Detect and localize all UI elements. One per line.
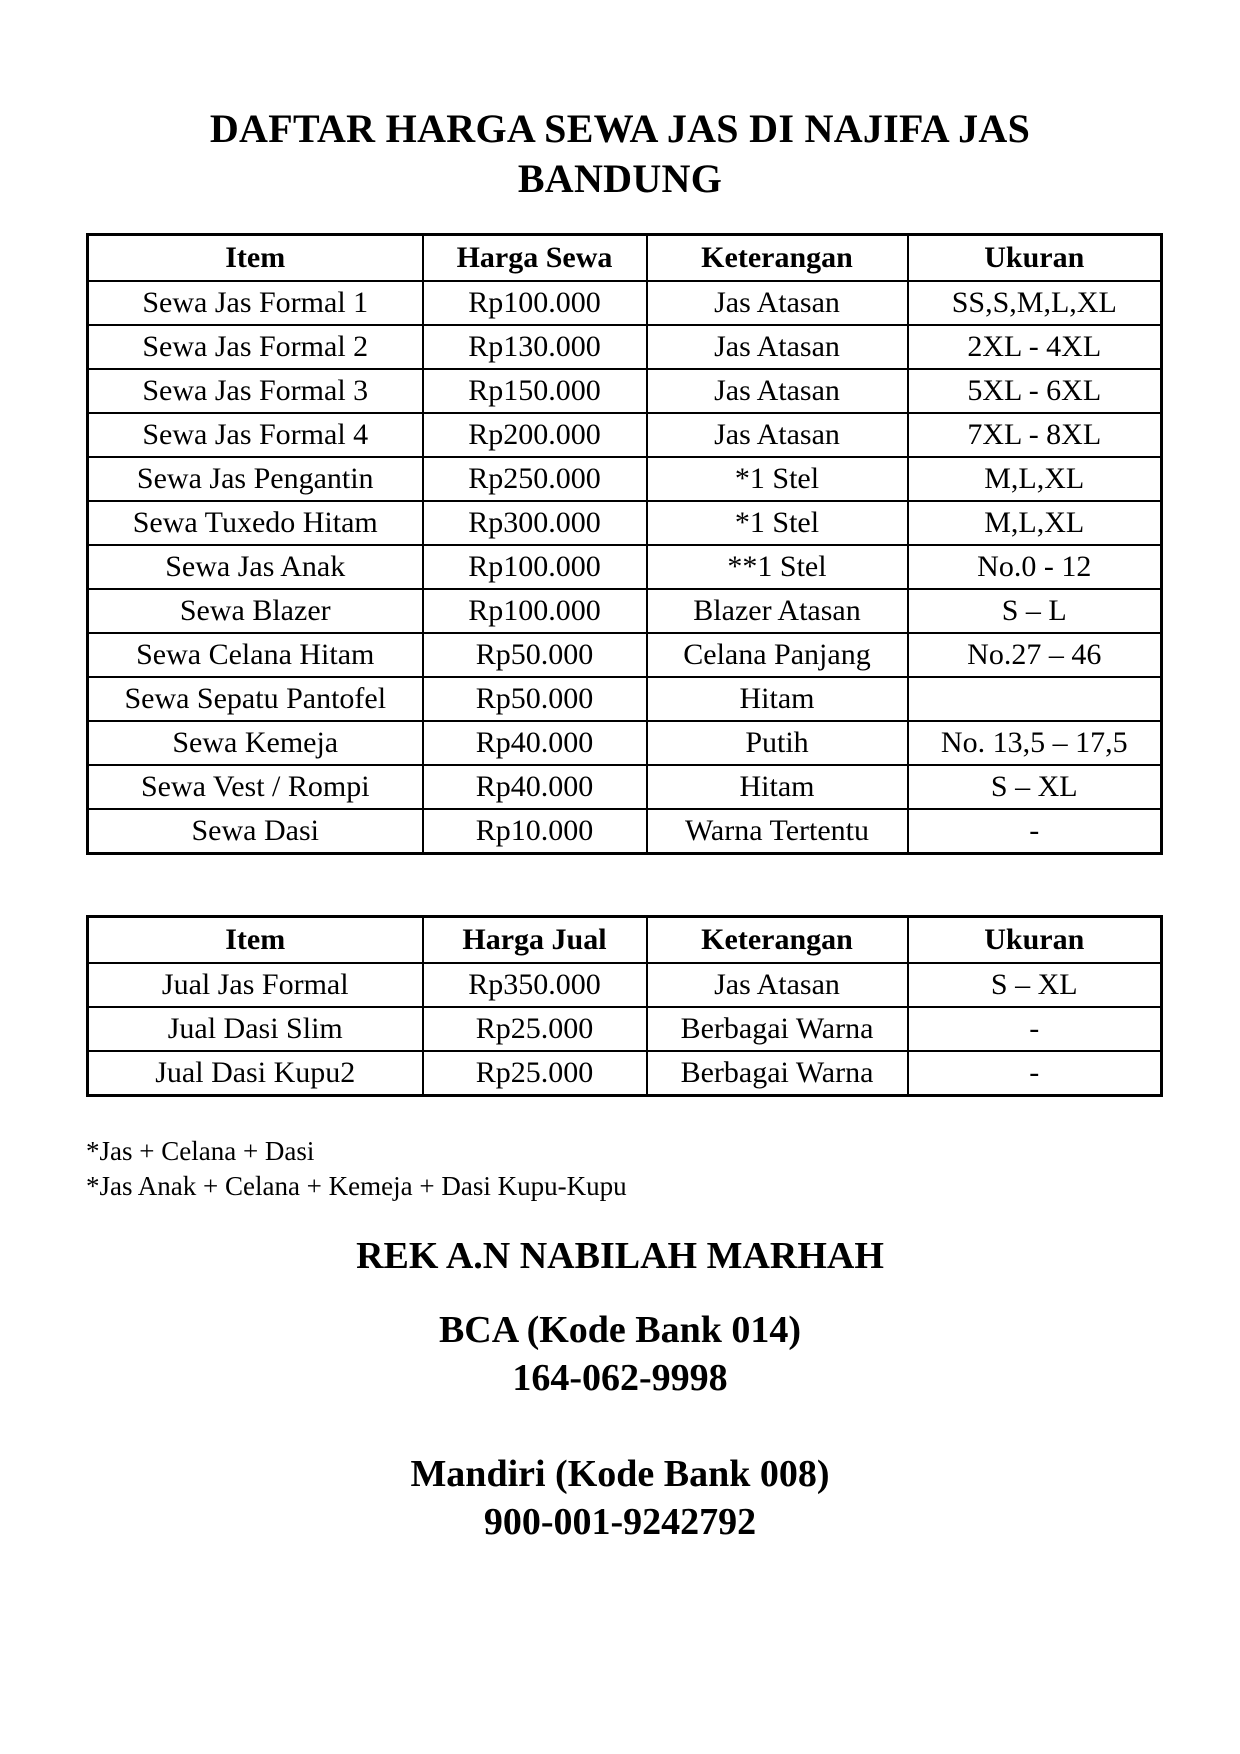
table-header-row [88, 917, 1162, 964]
cell-price: Rp350.000 [423, 963, 647, 1007]
table-row [88, 633, 1162, 677]
table-row [88, 809, 1162, 854]
cell-price: Rp100.000 [423, 281, 647, 325]
cell-description: Jas Atasan [647, 325, 908, 369]
table-header-row [88, 235, 1162, 282]
cell-description: Jas Atasan [647, 369, 908, 413]
mandiri-account [120, 1450, 1120, 1546]
cell-description: Hitam [647, 765, 908, 809]
header-description: Keterangan [647, 235, 908, 282]
cell-description: Jas Atasan [647, 963, 908, 1007]
cell-price: Rp25.000 [423, 1051, 647, 1096]
table-row [88, 963, 1162, 1007]
mandiri-bank-name: Mandiri (Kode Bank 008) [410, 1453, 830, 1495]
cell-size: - [908, 1007, 1162, 1051]
cell-size: - [908, 809, 1162, 854]
sale-price-table [86, 915, 1163, 1097]
cell-size: 2XL - 4XL [908, 325, 1162, 369]
cell-description: Jas Atasan [647, 413, 908, 457]
cell-item: Sewa Blazer [88, 589, 423, 633]
footnote-suit-set: *Jas + Celana + Dasi [86, 1136, 315, 1166]
cell-item: Jual Dasi Kupu2 [88, 1051, 423, 1096]
cell-size: 7XL - 8XL [908, 413, 1162, 457]
cell-size: 5XL - 6XL [908, 369, 1162, 413]
cell-size [908, 677, 1162, 721]
cell-size: M,L,XL [908, 501, 1162, 545]
cell-size: No. 13,5 – 17,5 [908, 721, 1162, 765]
cell-price: Rp40.000 [423, 765, 647, 809]
cell-item: Sewa Dasi [88, 809, 423, 854]
footnotes [86, 1134, 627, 1204]
cell-item: Jual Jas Formal [88, 963, 423, 1007]
cell-price: Rp40.000 [423, 721, 647, 765]
cell-item: Sewa Tuxedo Hitam [88, 501, 423, 545]
cell-description: Berbagai Warna [647, 1007, 908, 1051]
header-description: Keterangan [647, 917, 908, 964]
cell-description: Blazer Atasan [647, 589, 908, 633]
cell-description: Hitam [647, 677, 908, 721]
cell-description: *1 Stel [647, 457, 908, 501]
cell-price: Rp150.000 [423, 369, 647, 413]
table-row [88, 765, 1162, 809]
cell-price: Rp300.000 [423, 501, 647, 545]
cell-item: Sewa Jas Formal 3 [88, 369, 423, 413]
table-row [88, 545, 1162, 589]
cell-item: Sewa Jas Pengantin [88, 457, 423, 501]
table-row [88, 589, 1162, 633]
cell-price: Rp50.000 [423, 633, 647, 677]
cell-size: S – L [908, 589, 1162, 633]
cell-size: No.0 - 12 [908, 545, 1162, 589]
cell-size: SS,S,M,L,XL [908, 281, 1162, 325]
table-row [88, 413, 1162, 457]
cell-price: Rp250.000 [423, 457, 647, 501]
table-row [88, 721, 1162, 765]
bca-bank-name: BCA (Kode Bank 014) [438, 1309, 802, 1351]
cell-item: Sewa Celana Hitam [88, 633, 423, 677]
cell-description: Putih [647, 721, 908, 765]
table-row [88, 281, 1162, 325]
cell-description: **1 Stel [647, 545, 908, 589]
header-size: Ukuran [908, 917, 1162, 964]
cell-item: Sewa Jas Formal 2 [88, 325, 423, 369]
table-row [88, 325, 1162, 369]
header-price: Harga Jual [423, 917, 647, 964]
account-owner: REK A.N NABILAH MARHAH [356, 1235, 884, 1277]
cell-item: Sewa Jas Anak [88, 545, 423, 589]
cell-price: Rp25.000 [423, 1007, 647, 1051]
cell-price: Rp130.000 [423, 325, 647, 369]
header-item: Item [88, 917, 423, 964]
header-size: Ukuran [908, 235, 1162, 282]
cell-size: S – XL [908, 963, 1162, 1007]
bca-account-number: 164-062-9998 [512, 1357, 728, 1399]
table-row [88, 1051, 1162, 1096]
cell-description: Warna Tertentu [647, 809, 908, 854]
cell-size: M,L,XL [908, 457, 1162, 501]
header-item: Item [88, 235, 423, 282]
cell-price: Rp200.000 [423, 413, 647, 457]
cell-description: *1 Stel [647, 501, 908, 545]
cell-price: Rp10.000 [423, 809, 647, 854]
cell-price: Rp50.000 [423, 677, 647, 721]
cell-description: Celana Panjang [647, 633, 908, 677]
cell-item: Sewa Kemeja [88, 721, 423, 765]
cell-size: No.27 – 46 [908, 633, 1162, 677]
cell-description: Berbagai Warna [647, 1051, 908, 1096]
table-row [88, 457, 1162, 501]
footnote-kids-set: *Jas Anak + Celana + Kemeja + Dasi Kupu-Kupu [86, 1171, 627, 1201]
cell-item: Sewa Vest / Rompi [88, 765, 423, 809]
cell-item: Sewa Jas Formal 1 [88, 281, 423, 325]
rent-price-table [86, 233, 1163, 855]
page-title [120, 104, 1120, 204]
page-title-line-1: DAFTAR HARGA SEWA JAS DI NAJIFA JAS [209, 106, 1031, 151]
page-title-line-2: BANDUNG [517, 156, 723, 201]
table-row [88, 501, 1162, 545]
table-row [88, 677, 1162, 721]
cell-price: Rp100.000 [423, 589, 647, 633]
table-row [88, 1007, 1162, 1051]
cell-item: Jual Dasi Slim [88, 1007, 423, 1051]
cell-size: S – XL [908, 765, 1162, 809]
bca-account [120, 1306, 1120, 1402]
cell-description: Jas Atasan [647, 281, 908, 325]
cell-price: Rp100.000 [423, 545, 647, 589]
cell-item: Sewa Sepatu Pantofel [88, 677, 423, 721]
cell-item: Sewa Jas Formal 4 [88, 413, 423, 457]
table-row [88, 369, 1162, 413]
header-price: Harga Sewa [423, 235, 647, 282]
cell-size: - [908, 1051, 1162, 1096]
mandiri-account-number: 900-001-9242792 [483, 1501, 757, 1543]
